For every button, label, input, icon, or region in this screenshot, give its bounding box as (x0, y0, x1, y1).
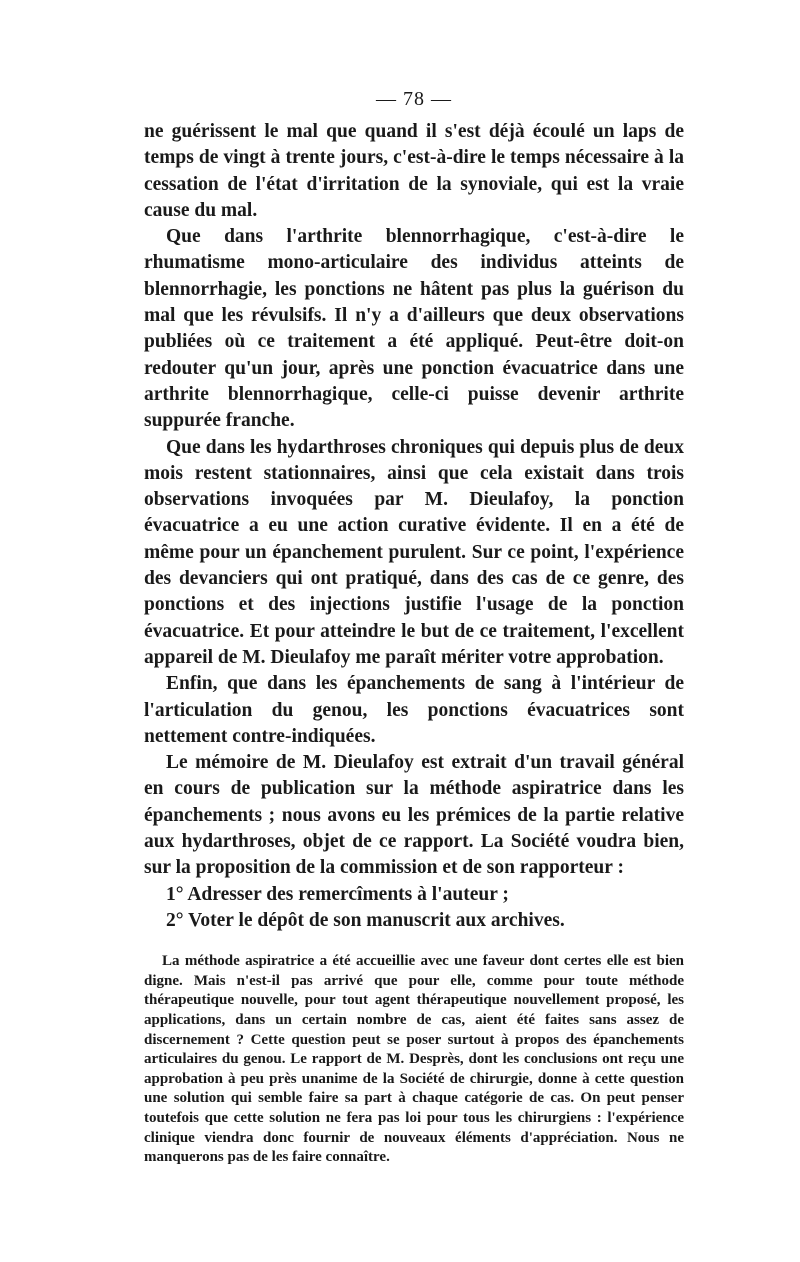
footnote (144, 952, 684, 1168)
body-text (144, 119, 684, 934)
footnote-text: La méthode aspiratrice a été accueillie avec une faveur dont certes elle est bien digne. Mais n'est-il pas arrivé que pour elle, comme pour toute méthode thérapeutique nouvelle, pour tout agent thérapeutique nouvellement proposé, les applications, dans un certain nombre de cas, aient été faites sans assez de discernement ? Cette question peut se poser surtout à propos des épanchements articulaires du genou. Le rapport de M. Desprès, dont les conclusions ont reçu une approbation à peu près unanime de la Société de chirurgie, donne à cette question une solution qui semble faire sa part à chaque catégorie de cas. On peut penser toutefois que cette solution ne fera pas loi pour tous les chirurgiens : l'expérience clinique viendra donc fournir de nouveaux éléments d'appréciation. Nous ne manquerons pas de les faire connaître. (144, 953, 684, 1166)
paragraph-memoire: Le mémoire de M. Dieulafoy est extrait d'un travail général en cours de publication sur la méthode aspiratrice dans les épanchements ; nous avons eu les prémices de la partie relative aux hydarthroses, objet de ce rapport. La Société voudra bien, sur la proposition de la commission et de son rapporteur : (144, 752, 684, 879)
paragraph-epanchements-sang: Enfin, que dans les épanchements de sang à l'intérieur de l'articulation du genou, les ponctions évacuatrices sont nettement contre-indiquées. (144, 673, 684, 747)
conclusion-item-1: 1° Adresser des remercîments à l'auteur ; (166, 883, 509, 905)
page (144, 88, 684, 1168)
paragraph-arthrite: Que dans l'arthrite blennorrhagique, c'est-à-dire le rhumatisme mono-articulaire des individus atteints de blennorrhagie, les ponctions ne hâtent pas plus la guérison du mal que les révulsifs. Il n'y a d'ailleurs que deux observations publiées où ce traitement a été appliqué. Peut-être doit-on redouter qu'un jour, après une ponction évacuatrice dans une arthrite blennorrhagique, celle-ci puisse devenir arthrite suppurée franche. (144, 226, 684, 432)
paragraph-continuation: ne guérissent le mal que quand il s'est déjà écoulé un laps de temps de vingt à trente jours, c'est-à-dire le temps nécessaire à la cessation de l'état d'irritation de la synoviale, qui est la vraie cause du mal. (144, 121, 684, 221)
conclusion-item-2: 2° Voter le dépôt de son manuscrit aux archives. (166, 909, 565, 931)
paragraph-hydarthroses: Que dans les hydarthroses chroniques qui depuis plus de deux mois restent stationnaires, ainsi que cela existait dans trois observations invoquées par M. Dieulafoy, la ponction évacuatrice a eu une action curative évidente. Il en a été de même pour un épanchement purulent. Sur ce point, l'expérience des devanciers qui ont pratiqué, dans des cas de ce genre, des ponctions et des injections justifie l'usage de la ponction évacuatrice. Et pour atteindre le but de ce traitement, l'excellent appareil de M. Dieulafoy me paraît mériter votre approbation. (144, 436, 684, 668)
page-number: — 78 — (376, 88, 452, 110)
